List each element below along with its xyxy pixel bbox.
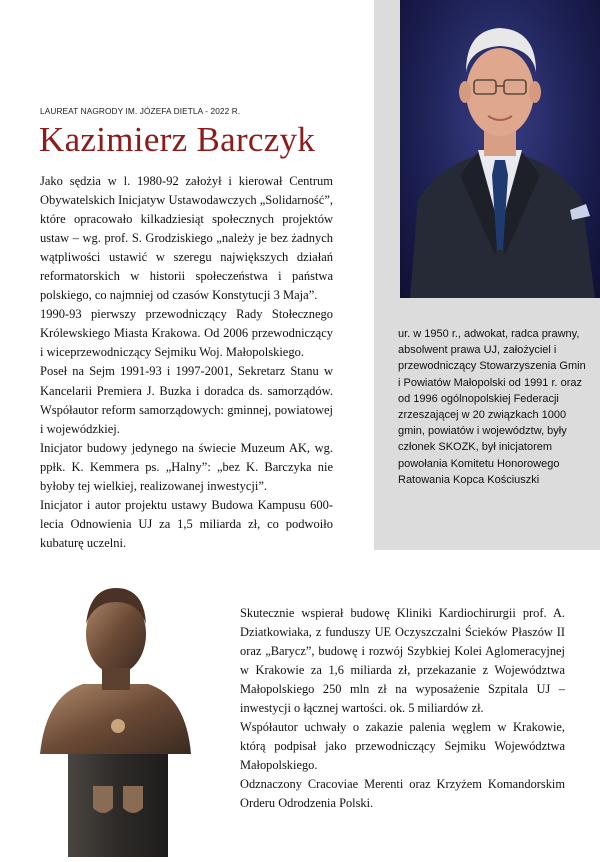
achievements-text [240,604,565,814]
person-name: Kazimierz Barczyk [39,120,316,159]
portrait-illustration [400,0,600,298]
biography [40,172,333,553]
bust-statuette-image [38,576,193,857]
achievement-paragraph: Współautor uchwały o zakazie palenia węglem w Krakowie, którą podpisał jako przewodniczący Sejmiku Województwa Małopolskiego. [240,720,565,773]
bio-paragraph: Jako sędzia w l. 1980-92 założył i kierował Centrum Obywatelskich Inicjatyw Ustawodawczych „Solidarność”, które opracowało kilkadziesiąt społecznych projektów ustaw – wg. prof. S. Grodziskiego „należy je bez żadnych wątpliwości ustawić w szeregu największych działań reformatorskich w historii społeczeństwa i państwa polskiego, co najmniej od czasów Konstytucji 3 Maja”. [40,174,333,303]
bio-paragraph: 1990-93 pierwszy przewodniczący Rady Stołecznego Królewskiego Miasta Krakowa. Od 2006 przewodniczący i wiceprzewodniczący Sejmiku Woj. Małopolskiego. [40,307,333,360]
bio-paragraph: Inicjator i autor projektu ustawy Budowa Kampusu 600-lecia Odnowienia UJ za 1,5 miliarda zł, co podwoiło kubaturę uczelni. [40,497,333,550]
achievement-paragraph: Odznaczony Cracoviae Merenti oraz Krzyżem Komandorskim Orderu Odrodzenia Polski. [240,777,565,811]
bio-paragraph: Poseł na Sejm 1991-93 i 1997-2001, Sekretarz Stanu w Kancelarii Premiera J. Buzka i doradca ds. samorządów. Współautor reform samorządowych: gminnej, powiatowej i wojewódzkiej. [40,364,333,436]
bio-paragraph: Inicjator budowy jedynego na świecie Muzeum AK, wg. ppłk. K. Kemmera ps. „Halny”: „bez K. Barczyka nie byłoby tej wielkiej, realizowanej inwestycji”. [40,440,333,493]
laureate-caption: LAUREAT NAGRODY IM. JÓZEFA DIETLA - 2022 R. [40,106,241,116]
achievement-paragraph: Skutecznie wspierał budowę Kliniki Kardiochirurgii prof. A. Dziatkowiaka, z funduszy UE Oczyszczalni Ścieków Płaszów II oraz „Barycz”, budowę i rozwój Szybkiej Kolei Aglomeracyjnej w Krakowie za 1,6 miliarda zł, przekazanie z Województwa Małopolskiego 250 mln zł na wyposażenie Szpitala UJ – inwestycji o łącznej wartości. ok. 5 miliardów zł. [240,606,565,716]
bust-illustration [38,576,193,857]
side-note-text: ur. w 1950 r., adwokat, radca prawny, absolwent prawa UJ, założyciel i przewodniczący Stowarzyszenia Gmin i Powiatów Małopolski od 1991 r. oraz od 1996 ogólnopolskiej Federacji zrzeszającej w 20 związkach 1000 gmin, powiatów i województw, były członek SKOZK, był inicjatorem powołania Komitetu Honorowego Ratowania Kopca Kościuszki [398,328,586,486]
side-note [398,326,590,488]
portrait-photo [400,0,600,298]
